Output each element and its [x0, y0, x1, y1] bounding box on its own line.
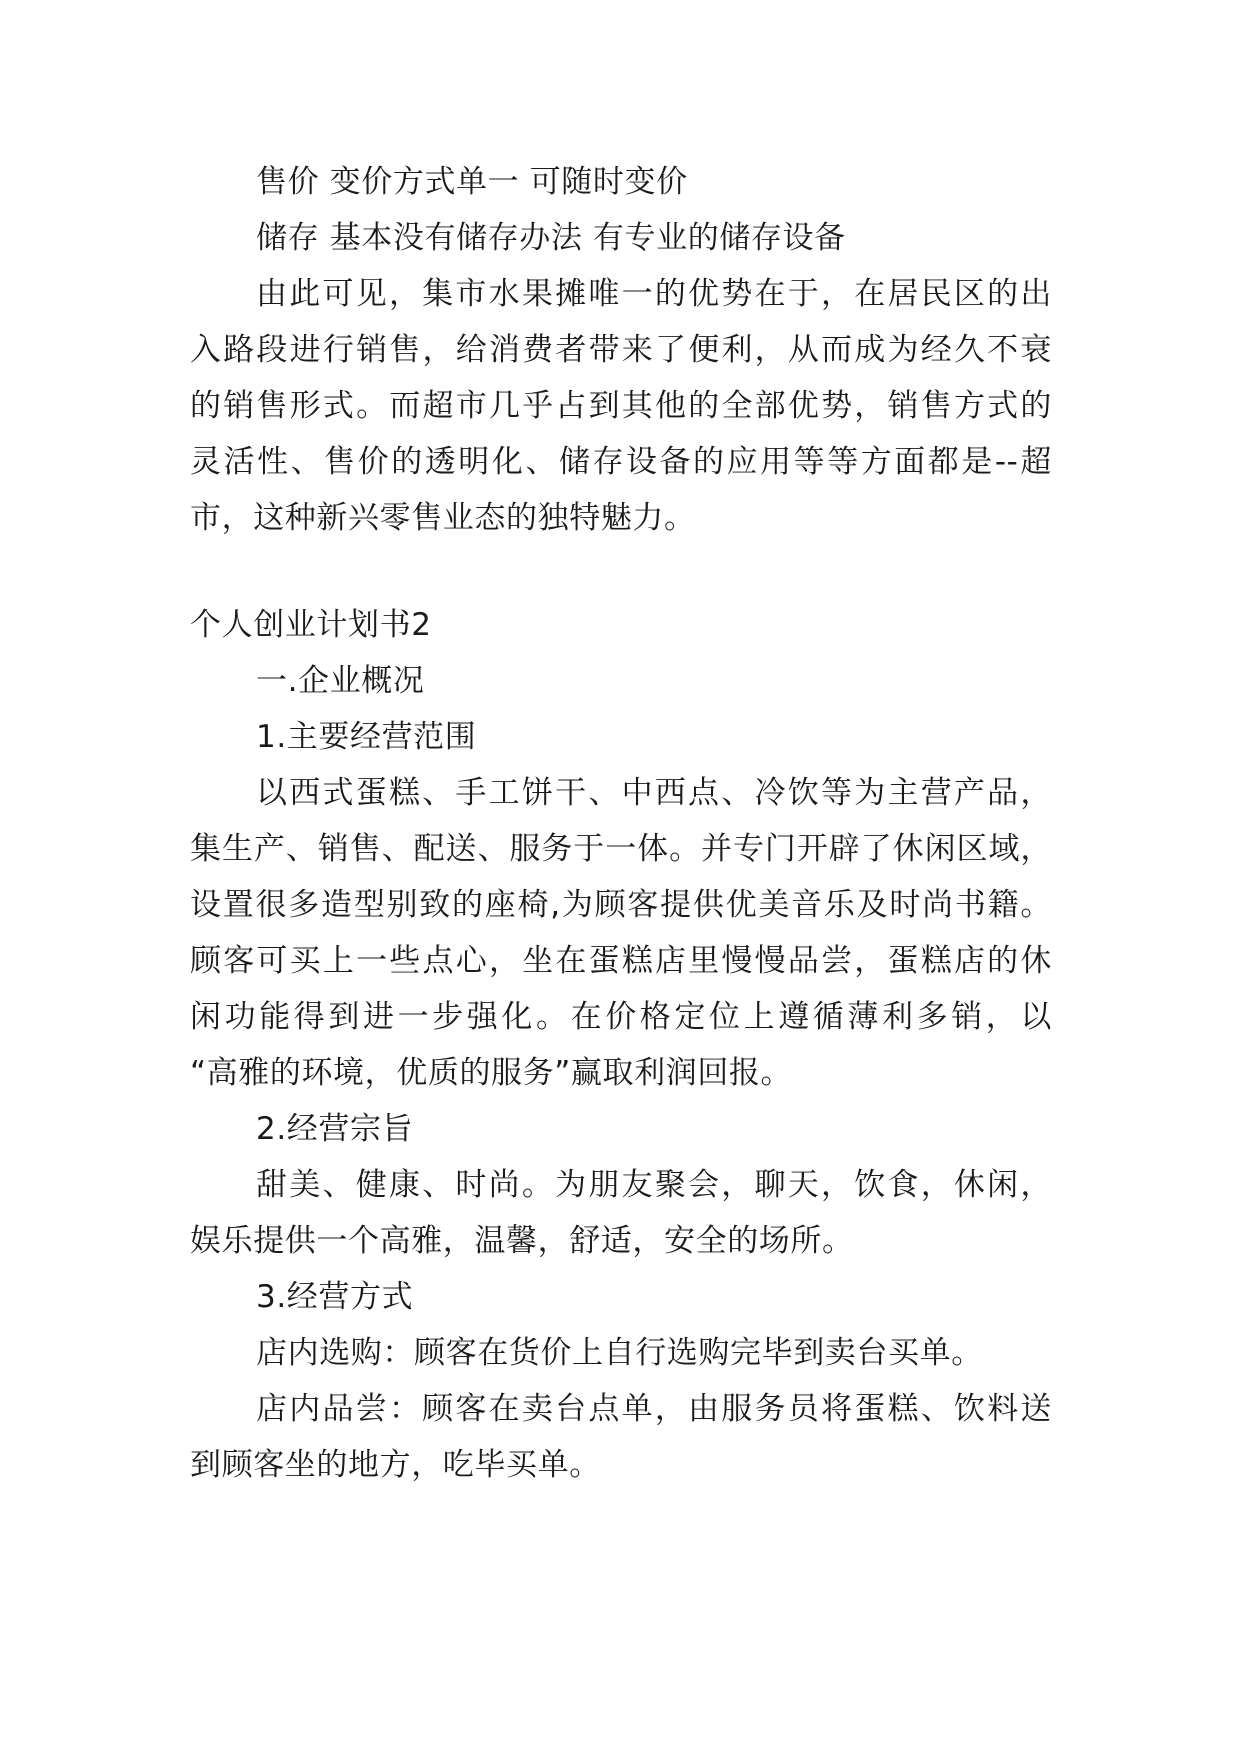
- paragraph-line: 集生产、销售、配送、服务于一体。并专门开辟了休闲区域，: [190, 831, 1052, 867]
- price-comparison-line: 售价 变价方式单一 可随时变价: [256, 164, 688, 200]
- heading-company-overview: 一.企业概况: [256, 663, 425, 699]
- paragraph-line: 由此可见，集市水果摊唯一的优势在于，在居民区的出: [256, 276, 1052, 312]
- paragraph-line: 入路段进行销售，给消费者带来了便利，从而成为经久不衰: [190, 332, 1052, 368]
- paragraph-line: 闲功能得到进一步强化。在价格定位上遵循薄利多销，以: [190, 999, 1052, 1035]
- paragraph-line: “高雅的环境，优质的服务”赢取利润回报。: [190, 1055, 793, 1091]
- paragraph-line: 到顾客坐的地方，吃毕买单。: [190, 1447, 601, 1483]
- paragraph-line: 店内品尝：顾客在卖台点单，由服务员将蛋糕、饮料送: [256, 1391, 1052, 1427]
- heading-business-scope: 1.主要经营范围: [256, 719, 477, 755]
- paragraph-line: 的销售形式。而超市几乎占到其他的全部优势，销售方式的: [190, 388, 1052, 424]
- paragraph-line: 店内选购：顾客在货价上自行选购完毕到卖台买单。: [256, 1335, 983, 1371]
- heading-business-mode: 3.经营方式: [256, 1279, 414, 1315]
- heading-business-purpose: 2.经营宗旨: [256, 1111, 414, 1147]
- paragraph-line: 顾客可买上一些点心，坐在蛋糕店里慢慢品尝，蛋糕店的休: [190, 943, 1052, 979]
- paragraph-line: 甜美、健康、时尚。为朋友聚会，聊天，饮食，休闲，: [256, 1167, 1052, 1203]
- paragraph-line: 灵活性、售价的透明化、储存设备的应用等等方面都是--超: [190, 444, 1052, 480]
- paragraph-line: 娱乐提供一个高雅，温馨，舒适，安全的场所。: [190, 1223, 854, 1259]
- paragraph-line: 设置很多造型别致的座椅,为顾客提供优美音乐及时尚书籍。: [190, 887, 1052, 923]
- paragraph-line: 以西式蛋糕、手工饼干、中西点、冷饮等为主营产品，: [256, 775, 1052, 811]
- section-title: 个人创业计划书2: [190, 607, 432, 643]
- storage-comparison-line: 储存 基本没有储存办法 有专业的储存设备: [256, 220, 846, 256]
- paragraph-line: 市，这种新兴零售业态的独特魅力。: [190, 500, 696, 536]
